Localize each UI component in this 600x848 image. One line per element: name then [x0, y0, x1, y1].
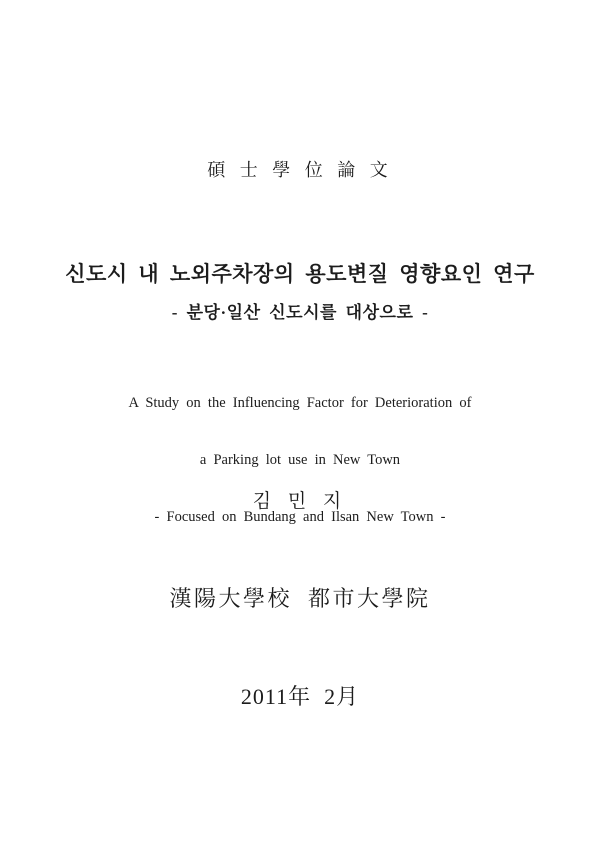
publication-date: 2011年 2月 [240, 684, 360, 709]
title-english-line2: a Parking lot use in New Town [199, 452, 401, 468]
institution-name: 漢陽大學校 都市大學院 [169, 586, 431, 611]
subtitle-korean: - 분당·일산 신도시를 대상으로 - [171, 303, 429, 322]
author-name: 김 민 지 [252, 491, 348, 512]
title-english-line1: A Study on the Influencing Factor for Deterioration of [128, 395, 472, 411]
title-english-line3: - Focused on Bundang and Ilsan New Town - [154, 509, 446, 525]
thesis-type-label: 碩 士 學 位 論 文 [207, 160, 393, 180]
title-english [0, 356, 600, 565]
title-korean: 신도시 내 노외주차장의 용도변질 영향요인 연구 [65, 262, 535, 286]
